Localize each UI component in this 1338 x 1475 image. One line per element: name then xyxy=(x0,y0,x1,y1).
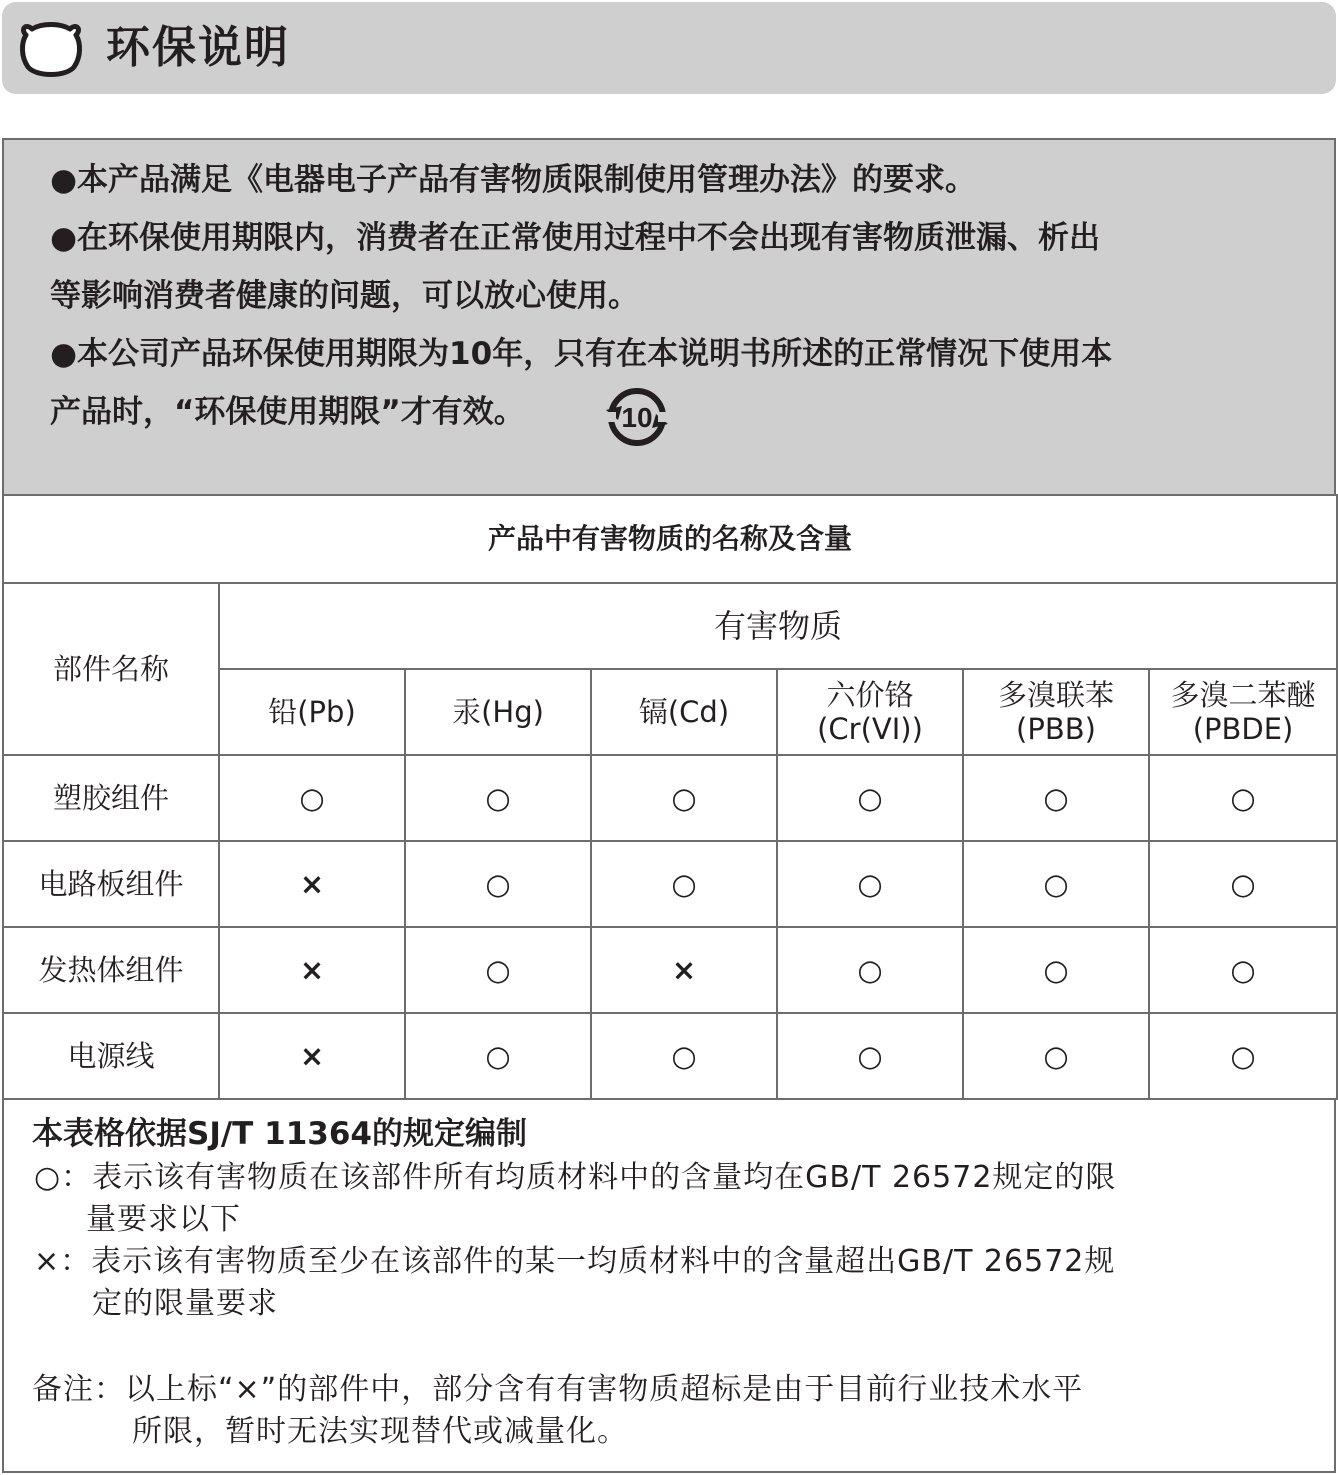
notice-line-5: 产品时，“环保使用期限”才有效。 xyxy=(50,394,525,430)
notice-line-4: ●本公司产品环保使用期限为10年，只有在本说明书所述的正常情况下使用本 xyxy=(50,336,1113,372)
mark-cell: ○ xyxy=(591,755,777,841)
remark-line-1: 备注：以上标“×”的部件中，部分含有有害物质超标是由于目前行业技术水平 xyxy=(32,1372,1084,1407)
eco-mark-number: 10 xyxy=(621,402,653,433)
table-notes xyxy=(2,1098,1336,1473)
hazardous-substance-header: 有害物质 xyxy=(219,583,1337,669)
mark-cell: ○ xyxy=(777,927,963,1013)
circle-legend-line-1: ○：表示该有害物质在该部件所有均质材料中的含量均在GB/T 26572规定的限 xyxy=(34,1160,1117,1195)
mark-cell: ○ xyxy=(777,1013,963,1099)
compliance-notice xyxy=(2,138,1336,496)
column-header: 六价铬 (Cr(VI)) xyxy=(777,669,963,755)
mark-cell: ○ xyxy=(405,755,591,841)
mark-cell: ○ xyxy=(963,755,1149,841)
mark-cell: ○ xyxy=(777,841,963,927)
remark-line-2: 所限，暂时无法实现替代或减量化。 xyxy=(132,1414,628,1449)
table-caption: 产品中有害物质的名称及含量 xyxy=(3,495,1337,583)
column-header: 铅(Pb) xyxy=(219,669,405,755)
column-header: 多溴二苯醚 (PBDE) xyxy=(1149,669,1337,755)
notice-line-3: 等影响消费者健康的问题，可以放心使用。 xyxy=(50,278,639,314)
table-row xyxy=(3,755,1337,841)
cross-legend-line-2: 定的限量要求 xyxy=(92,1286,278,1321)
mark-cell: ○ xyxy=(405,1013,591,1099)
mark-cell: ○ xyxy=(405,927,591,1013)
table-row xyxy=(3,1013,1337,1099)
notice-line-1: ●本产品满足《电器电子产品有害物质限制使用管理办法》的要求。 xyxy=(50,162,977,198)
mark-cell: ○ xyxy=(1149,1013,1337,1099)
mark-cell: ○ xyxy=(219,755,405,841)
mark-cell: ○ xyxy=(963,927,1149,1013)
mark-cell: ○ xyxy=(963,841,1149,927)
mark-cell: × xyxy=(219,1013,405,1099)
column-header: 汞(Hg) xyxy=(405,669,591,755)
hazardous-substances-table xyxy=(2,494,1338,1100)
table-row xyxy=(3,841,1337,927)
mark-cell: × xyxy=(591,927,777,1013)
mark-cell: ○ xyxy=(591,1013,777,1099)
standard-reference: 本表格依据SJ/T 11364的规定编制 xyxy=(32,1116,527,1152)
part-name-cell: 塑胶组件 xyxy=(3,755,219,841)
mark-cell: × xyxy=(219,841,405,927)
mark-cell: ○ xyxy=(777,755,963,841)
page-title: 环保说明 xyxy=(106,22,290,73)
part-name-cell: 电路板组件 xyxy=(3,841,219,927)
mark-cell: ○ xyxy=(963,1013,1149,1099)
mark-cell: ○ xyxy=(405,841,591,927)
mark-cell: ○ xyxy=(1149,755,1337,841)
part-name-cell: 发热体组件 xyxy=(3,927,219,1013)
mark-cell: ○ xyxy=(1149,927,1337,1013)
eco-period-10-icon xyxy=(604,386,670,448)
cross-legend-line-1: ×：表示该有害物质至少在该部件的某一均质材料中的含量超出GB/T 26572规 xyxy=(34,1244,1116,1279)
mark-cell: × xyxy=(219,927,405,1013)
part-name-cell: 电源线 xyxy=(3,1013,219,1099)
bear-icon xyxy=(18,15,84,81)
mark-cell: ○ xyxy=(1149,841,1337,927)
table-row xyxy=(3,927,1337,1013)
mark-cell: ○ xyxy=(591,841,777,927)
part-name-header: 部件名称 xyxy=(3,583,219,755)
notice-line-2: ●在环保使用期限内，消费者在正常使用过程中不会出现有害物质泄漏、析出 xyxy=(50,220,1101,256)
circle-legend-line-2: 量要求以下 xyxy=(86,1202,241,1237)
column-header: 镉(Cd) xyxy=(591,669,777,755)
column-header: 多溴联苯 (PBB) xyxy=(963,669,1149,755)
header-banner xyxy=(2,2,1336,94)
